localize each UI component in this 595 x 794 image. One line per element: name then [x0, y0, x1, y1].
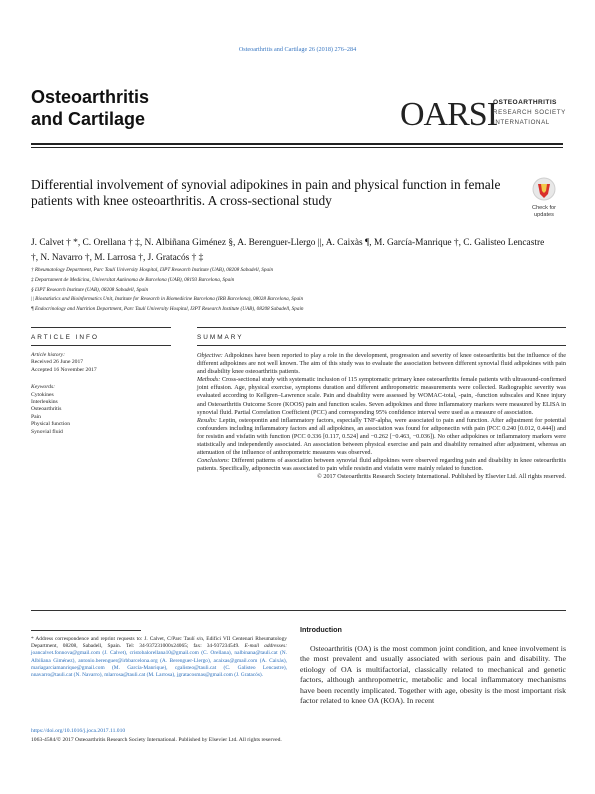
- summary-heading: SUMMARY: [197, 334, 244, 341]
- keyword: Interleukins: [31, 399, 58, 406]
- introduction-text: Osteoarthritis (OA) is the most common joint condition, and knee involvement is the most prevalent and usually associated with serious pain and disability. The etiology of OA is multifactorial, classically related to mechanical and genetic factors, although anthropometric, metabolic and local inflammatory mechanisms have been recently implicated. Together with age, obesity is the most important risk factor related to knee OA (KOA). In recent: [300, 644, 566, 706]
- badge-line1: Check for: [532, 205, 556, 211]
- keywords-label: Keywords:: [31, 384, 56, 391]
- affiliations: [31, 266, 571, 315]
- history-label: Article history:: [31, 352, 66, 358]
- accepted-date: Accepted 16 November 2017: [31, 366, 97, 373]
- affiliation: ¶ Endocrinology and Nutrition Department, Parc Taulí University Hospital, I3PT Research Institute (UAB), 08208 Sabadell, Spain: [31, 306, 304, 313]
- affiliation: † Rheumatology Department, Parc Taulí University Hospital, I3PT Research Institute (UAB), 08208 Sabadell, Spain: [31, 267, 274, 273]
- keyword: Physical function: [31, 421, 70, 428]
- article-info-heading: ARTICLE INFO: [31, 334, 99, 341]
- affiliation: || Biostatistics and Bioinformatics Unit, Institute for Research in Biomedicine Barcelona (IRB Barcelona), 08028 Barcelona, Spain: [31, 296, 304, 303]
- emails-label: E-mail addresses:: [244, 643, 287, 650]
- conclusions-label: Conclusions:: [197, 457, 230, 465]
- conclusions-paragraph: [197, 457, 566, 473]
- author-list: J. Calvet † *, C. Orellana † ‡, N. Albiñana Giménez §, A. Berenguer-Llergo ||, A. Caixàs ¶, M. García-Manrique †, C. Galisteo Lencastre †, N. Navarro †, M. Larrosa †, J. Gratacós † ‡: [31, 238, 545, 263]
- results-label: Results:: [197, 416, 217, 424]
- article-info-rule-bottom: [31, 345, 171, 346]
- correspondence-footnote: [31, 636, 287, 679]
- keyword: Cytokines: [31, 391, 54, 398]
- footnote-rule: [31, 630, 141, 631]
- doi-link[interactable]: https://doi.org/10.1016/j.joca.2017.11.010: [31, 728, 126, 734]
- summary-rule-top: [197, 327, 566, 328]
- methods-paragraph: [197, 376, 566, 416]
- methods-text: Cross-sectional study with systematic inclusion of 115 symptomatic primary knee osteoarthritis female patients with ultrasound-confirmed joint effusion. Age, physical exercise, symptoms duration and different anthropometric measurements were collected. Radiographic severity was evaluated according to Kellgren–Lawrence scale. Pain and disability were assessed by WOMAC-total, -pain, -function subscales and Knee injury and Osteoarthritis Outcome Score (KOOS) pain and function scales. Seven adipokines and three inflammatory markers were measured by ELISA in synovial fluid. Partial Correlation Coefficient (PCC) and corresponding 95% confidence interval were used as a measure of association.: [197, 376, 567, 416]
- issn-line: 1063-4584/© 2017 Osteoarthritis Research Society International. Published by Elsevier Ltd. All rights reserved.: [31, 737, 282, 743]
- keyword: Pain: [31, 413, 41, 420]
- objective-label: Objective:: [197, 352, 223, 359]
- conclusions-text: Different patterns of association between synovial fluid adipokines were observed regarding pain and disability in knee osteoarthritis patients. Specifically, adiponectin was associated to pain while resistin and visfatin were mainly related to function.: [197, 457, 567, 473]
- oarsi-logo-line3: INTERNATIONAL: [493, 119, 550, 126]
- objective-paragraph: [197, 352, 566, 376]
- summary-abstract: [197, 352, 566, 482]
- check-for-updates-badge[interactable]: [524, 175, 564, 221]
- journal-title-line1: Osteoarthritis: [31, 87, 150, 107]
- affiliation: § I3PT Research Institute (UAB), 08208 Sabadell, Spain: [31, 286, 149, 293]
- results-paragraph: [197, 417, 566, 457]
- correspondence-text: * Address correspondence and reprint requests to: J. Calvet, C/Parc Taulí s/n, Edifici VII Centenari Rheumatology Department, 08208, Sabadell, Spain. Tel: 34-937231000x24065; fax: 34-937234549.: [31, 636, 287, 650]
- article-title: Differential involvement of synovial adipokines in pain and physical function in female patients with knee osteoarthritis. A cross-sectional study: [31, 177, 501, 209]
- methods-label: Methods:: [197, 376, 221, 384]
- journal-reference[interactable]: Osteoarthritis and Cartilage 26 (2018) 276–284: [238, 46, 357, 53]
- journal-title-line2: and Cartilage: [31, 109, 146, 129]
- header-rule-thin: [31, 147, 563, 148]
- summary-rule-bottom: [197, 345, 566, 346]
- summary-end-rule: [31, 610, 566, 611]
- results-text: Leptin, osteopontin and inflammatory factors, especially TNF-alpha, were associated to pain and function. After adjustment for potential confounders including inflammatory factors and all adipokines, an association was found for adiponectin with pain (PCC 0.240 [0.012, 0.444]) and for resistin and visfatin with function (PCC 0.336 [0.117, 0.524] and −0.262 [−0.463, −0.036]). No other adipokines or inflammatory markers were statistically and independently associated. An association between physical exercise and pain and disability remained after adjustment, whereas an attenuation of the influence of anthropometric measures was observed.: [197, 416, 567, 457]
- oarsi-logo-line2: RESEARCH SOCIETY: [493, 109, 566, 116]
- oarsi-logo-line1: OSTEOARTHRITIS: [493, 99, 557, 106]
- received-date: Received 26 June 2017: [31, 359, 84, 366]
- copyright: © 2017 Osteoarthritis Research Society International. Published by Elsevier Ltd. All rights reserved.: [317, 473, 566, 481]
- article-info-rule-top: [31, 327, 171, 328]
- introduction-heading: Introduction: [300, 625, 342, 634]
- keyword: Osteoarthritis: [31, 406, 62, 413]
- objective-text: Adipokines have been reported to play a role in the development, progression and severity of knee osteoarthritis but the influence of the different adipokines are not well known. The aim of this study was to evaluate the association between different synovial fluid adipokines with pain and disability knee osteoarthritis patients.: [197, 352, 566, 376]
- journal-title: [31, 86, 149, 130]
- keyword: Synovial fluid: [31, 428, 63, 435]
- badge-line2: updates: [534, 212, 554, 218]
- oarsi-logo: [400, 92, 570, 132]
- email-addresses[interactable]: joancalvet.fonnova@gmail.com (J. Calvet), cristobalorellana10@gmail.com (C. Orellana), nalbinana@tauli.cat (N. Albiñana Giménez), antonio.berenguer@irbbarcelona.org (A. Berenguer-Llergo), acaixas@gmail.com (A. Caixàs), mariagarciamanrique@gmail.com (M. García-Manrique), cgalisteo@tauli.cat (C. Galisteo Lencastre), nnavarro@tauli.cat (N. Navarro), mlarrosa@tauli.cat (M. Larrosa), jgratacosmas@gmail.com (J. Gratacós).: [31, 650, 287, 679]
- oarsi-logo-mark: OARSI: [400, 96, 498, 132]
- affiliation: ‡ Departament de Medicina, Universitat Autònoma de Barcelona (UAB), 08193 Barcelona, Spain: [31, 276, 235, 283]
- header-rule: [31, 143, 563, 145]
- article-info: [31, 352, 171, 436]
